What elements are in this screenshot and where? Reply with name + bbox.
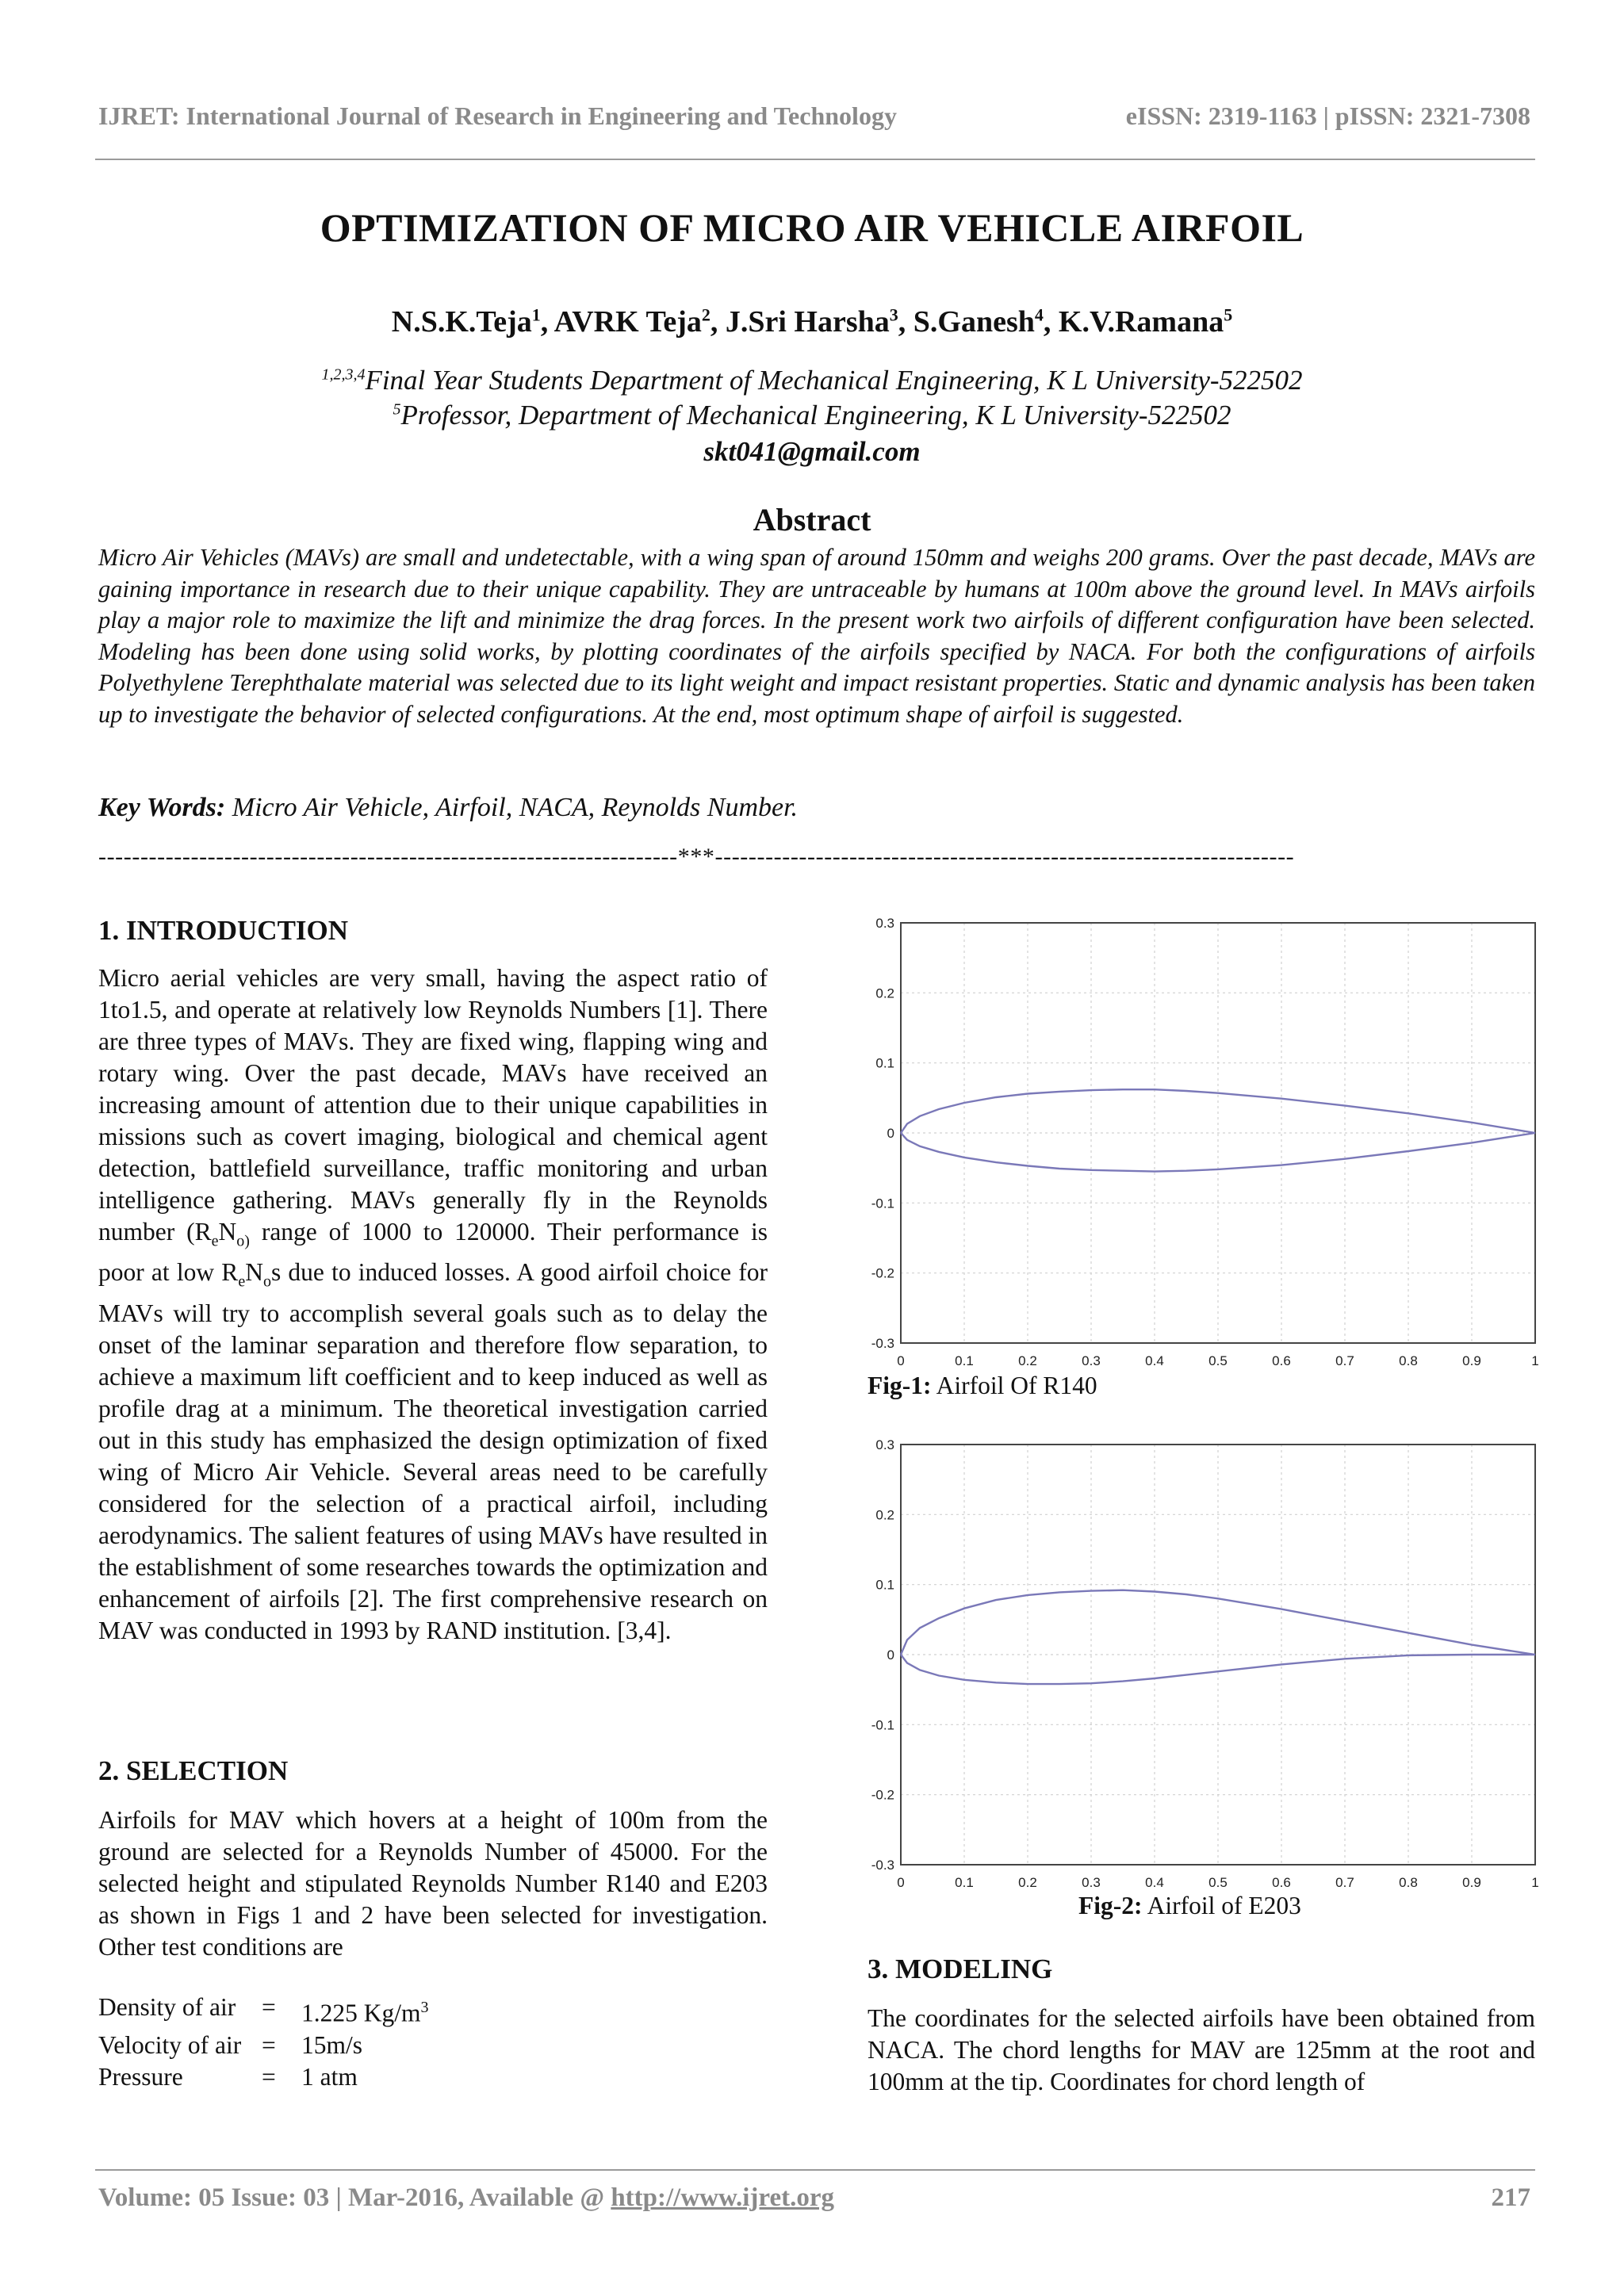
x-tick-label: 0.3 xyxy=(1082,1353,1101,1368)
keywords-label: Key Words: xyxy=(98,793,226,822)
abstract-text: Micro Air Vehicles (MAVs) are small and undetectable, with a wing span of around 150mm and weighs 200 grams. Over the past decade, MAVs are gaining importance in research due to their unique capability. They are untraceable by humans at 100m above the ground level. In MAVs airfoils play a major role to maximize the lift and minimize the drag forces. In the present work two airfoils of different configuration have been selected. Modeling has been done using solid works, by plotting coordinates of the airfoils specified by NACA. For both the configurations of airfoils Polyethylene Terephthalate material was selected due to its light weight and impact resistant properties. Static and dynamic analysis has been taken up to investigate the behavior of selected configurations. At the end, most optimum shape of airfoil is suggested. xyxy=(98,544,1535,728)
y-tick-label: 0.2 xyxy=(875,1507,894,1523)
x-tick-label: 1 xyxy=(1531,1353,1539,1368)
x-tick-label: 0.5 xyxy=(1208,1875,1228,1890)
author-name: K.V.Ramana xyxy=(1058,305,1224,339)
condition-value xyxy=(301,1992,429,2030)
affiliation-professor xyxy=(0,400,1624,431)
author-name: J.Sri Harsha xyxy=(725,305,890,339)
intro-sub: e xyxy=(211,1232,219,1250)
figure-2-label: Fig-2: xyxy=(1078,1892,1143,1919)
journal-issn: eISSN: 2319-1163 | pISSN: 2321-7308 xyxy=(1125,101,1530,130)
x-tick-label: 0.1 xyxy=(955,1353,974,1368)
condition-row xyxy=(98,2030,429,2061)
affiliation-text: Professor, Department of Mechanical Engineering, K L University-522502 xyxy=(400,400,1231,430)
footer-volume-text: Volume: 05 Issue: 03 | Mar-2016, Available @ xyxy=(98,2183,611,2212)
condition-eq: = xyxy=(262,2062,276,2091)
intro-text-d: N xyxy=(245,1258,263,1287)
affiliation-students xyxy=(0,365,1624,396)
intro-heading: 1. INTRODUCTION xyxy=(98,915,349,946)
x-tick-label: 0.4 xyxy=(1145,1353,1164,1368)
x-tick-label: 0.5 xyxy=(1208,1353,1228,1368)
author-sup: 2 xyxy=(701,304,710,325)
test-conditions-table xyxy=(98,1992,429,2093)
x-tick-label: 0.9 xyxy=(1462,1353,1481,1368)
abstract-heading: Abstract xyxy=(753,502,871,538)
keywords-text: Micro Air Vehicle, Airfoil, NACA, Reynolds Number. xyxy=(232,793,799,822)
journal-link[interactable]: http://www.ijret.org xyxy=(611,2183,834,2212)
intro-text-a: Micro aerial vehicles are very small, having the aspect ratio of 1to1.5, and operate at relatively low Reynolds Numbers [1]. There are three types of MAVs. They are fixed wing, flapping wing and rotary wing. Over the past decade, MAVs have received an increasing amount of attention due to their unique capabilities in missions such as covert imaging, biological and chemical agent detection, battlefield surveillance, traffic monitoring and urban intelligence gathering. MAVs generally fly in the Reynolds number (R xyxy=(98,964,768,1246)
page-number: 217 xyxy=(1491,2183,1530,2212)
author-email: skt041@gmail.com xyxy=(703,436,921,467)
author-name: N.S.K.Teja xyxy=(391,305,532,339)
condition-eq: = xyxy=(262,2030,276,2059)
x-tick-label: 0.7 xyxy=(1335,1353,1354,1368)
x-tick-label: 0.7 xyxy=(1335,1875,1354,1890)
condition-sup: 3 xyxy=(420,1999,429,2016)
condition-value xyxy=(301,2030,429,2061)
figure-1-label: Fig-1: xyxy=(868,1372,932,1399)
y-tick-label: 0.2 xyxy=(875,985,894,1001)
footer-volume xyxy=(98,2183,834,2213)
y-tick-label: -0.1 xyxy=(871,1717,894,1733)
y-tick-label: -0.2 xyxy=(871,1265,894,1281)
author-sup: 1 xyxy=(531,304,541,325)
condition-row xyxy=(98,1992,429,2030)
y-tick-label: -0.3 xyxy=(871,1336,894,1351)
y-tick-label: -0.1 xyxy=(871,1196,894,1211)
figure-2-chart xyxy=(861,1432,1543,1892)
x-tick-label: 0.2 xyxy=(1018,1353,1037,1368)
figure-2-caption-text: Airfoil of E203 xyxy=(1147,1892,1301,1919)
intro-sub: o xyxy=(262,1272,271,1291)
affiliation-text: Final Year Students Department of Mechanical Engineering, K L University-522502 xyxy=(365,365,1303,396)
y-tick-label: 0.3 xyxy=(875,916,894,931)
selection-text: Airfoils for MAV which hovers at a height of 100m from the ground are selected for a Reynolds Number of 45000. For the selected height and stipulated Reynolds Number R140 and E203 as shown in Figs 1 and 2 have been selected for investigation. Other test conditions are xyxy=(98,1806,768,1961)
x-tick-label: 1 xyxy=(1531,1875,1539,1890)
affiliation-sup: 5 xyxy=(393,400,401,419)
x-tick-label: 0.4 xyxy=(1145,1875,1164,1890)
y-tick-label: 0.1 xyxy=(875,1577,894,1593)
condition-value-text: 15m/s xyxy=(301,2030,363,2059)
condition-name: Velocity of air xyxy=(98,2030,242,2059)
x-tick-label: 0.8 xyxy=(1399,1875,1418,1890)
intro-text-c: range of 1000 to 120000. Their performance is poor at low R xyxy=(98,1218,768,1287)
affiliation-sup: 1,2,3,4 xyxy=(321,365,366,384)
condition-row xyxy=(98,2061,429,2093)
x-tick-label: 0.8 xyxy=(1399,1353,1418,1368)
x-tick-label: 0.6 xyxy=(1272,1353,1291,1368)
figure-1-caption xyxy=(868,1372,1097,1400)
condition-value-text: 1 atm xyxy=(301,2062,358,2091)
x-tick-label: 0.2 xyxy=(1018,1875,1037,1890)
intro-sub: o) xyxy=(236,1232,250,1250)
condition-eq: = xyxy=(262,1993,276,2021)
keywords xyxy=(98,793,798,823)
x-tick-label: 0.3 xyxy=(1082,1875,1101,1890)
intro-text xyxy=(98,962,768,1647)
y-tick-label: 0 xyxy=(887,1647,894,1663)
x-tick-label: 0 xyxy=(897,1353,905,1368)
y-tick-label: 0 xyxy=(887,1126,894,1141)
y-tick-label: -0.3 xyxy=(871,1858,894,1873)
intro-sub: e xyxy=(238,1272,246,1291)
modeling-heading: 3. MODELING xyxy=(868,1954,1053,1984)
y-tick-label: -0.2 xyxy=(871,1787,894,1803)
author-sup: 5 xyxy=(1224,304,1233,325)
author-sup: 4 xyxy=(1034,304,1044,325)
journal-name: IJRET: International Journal of Research in Engineering and Technology xyxy=(98,101,897,130)
paper-title: OPTIMIZATION OF MICRO AIR VEHICLE AIRFOIL xyxy=(320,205,1304,250)
author-list: N.S.K.Teja$^1$, AVRK Teja$^2$, J.Sri Harsha$^3$, S.Ganesh$^4$, K.V.Ramana$^5$ xyxy=(391,304,1233,339)
x-tick-label: 0.9 xyxy=(1462,1875,1481,1890)
figure-1-chart xyxy=(861,910,1543,1370)
condition-name: Pressure xyxy=(98,2062,183,2091)
section-separator: ---------------------------------------------------------------------***--------------------------------------------------------------------- xyxy=(98,844,1295,870)
x-tick-label: 0.6 xyxy=(1272,1875,1291,1890)
y-tick-label: 0.1 xyxy=(875,1055,894,1071)
author-sup: 3 xyxy=(889,304,898,325)
condition-value xyxy=(301,2061,429,2093)
y-tick-label: 0.3 xyxy=(875,1437,894,1452)
modeling-text: The coordinates for the selected airfoils have been obtained from NACA. The chord lengths for MAV are 125mm at the root and 100mm at the tip. Coordinates for chord length of xyxy=(868,2004,1535,2095)
author-name: AVRK Teja xyxy=(553,305,702,339)
condition-name: Density of air xyxy=(98,1993,236,2021)
selection-heading: 2. SELECTION xyxy=(98,1755,289,1786)
figure-2-caption xyxy=(1078,1892,1301,1920)
footer-rule xyxy=(95,2169,1535,2171)
header-rule xyxy=(95,159,1535,160)
figure-1-caption-text: Airfoil Of R140 xyxy=(936,1372,1097,1399)
condition-value-text: 1.225 Kg/m xyxy=(301,1999,421,2027)
author-name: S.Ganesh xyxy=(913,305,1035,339)
intro-text-b: N xyxy=(218,1218,237,1246)
intro-text-e: s due to induced losses. A good airfoil choice for MAVs will try to accomplish several goals such as to delay the onset of the laminar separation and therefore flow separation, to achieve a maximum lift coefficient and to keep induced as well as profile drag at a minimum. The theoretical investigation carried out in this study has emphasized the design optimization of fixed wing of Micro Air Vehicle. Several areas need to be carefully considered for the selection of a practical airfoil, including aerodynamics. The salient features of using MAVs have resulted in the establishment of some researches towards the optimization and enhancement of airfoils [2]. The first comprehensive research on MAV was conducted in 1993 by RAND institution. [3,4]. xyxy=(98,1258,768,1644)
x-tick-label: 0.1 xyxy=(955,1875,974,1890)
x-tick-label: 0 xyxy=(897,1875,905,1890)
